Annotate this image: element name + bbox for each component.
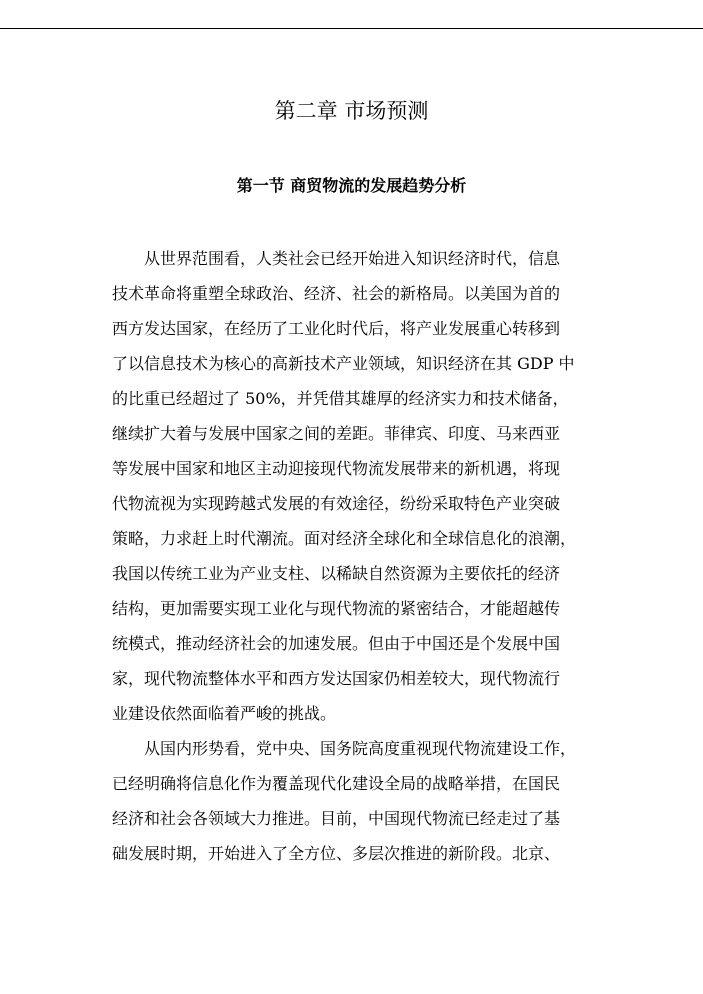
- body-line: 已经明确将信息化作为覆盖现代化建设全局的战略举措，在国民: [112, 774, 561, 793]
- chapter-title: 第二章 市场预测: [274, 99, 429, 123]
- body-line: 的比重已经超过了 50%，并凭借其雄厚的经济实力和技术储备，: [112, 389, 569, 408]
- body-line: 从国内形势看，党中央、国务院高度重视现代物流建设工作，: [144, 739, 577, 758]
- body-line: 继续扩大着与发展中国家之间的差距。菲律宾、印度、马来西亚: [112, 424, 561, 443]
- body-line: 西方发达国家，在经历了工业化时代后，将产业发展重心转移到: [112, 319, 561, 338]
- body-line: 从世界范围看，人类社会已经开始进入知识经济时代，信息: [144, 249, 561, 268]
- body-line: 了以信息技术为核心的高新技术产业领域，知识经济在其 GDP 中: [112, 354, 575, 373]
- section-title: 第一节 商贸物流的发展趋势分析: [236, 176, 467, 195]
- body-line: 等发展中国家和地区主动迎接现代物流发展带来的新机遇，将现: [112, 459, 561, 478]
- body-line: 业建设依然面临着严峻的挑战。: [112, 704, 337, 723]
- body-line: 础发展时期，开始进入了全方位、多层次推进的新阶段。北京、: [112, 844, 561, 863]
- body-line: 代物流视为实现跨越式发展的有效途径，纷纷采取特色产业突破: [112, 494, 561, 513]
- body-line: 家，现代物流整体水平和西方发达国家仍相差较大，现代物流行: [112, 669, 561, 688]
- header-rule: [0, 28, 703, 29]
- body-line: 统模式，推动经济社会的加速发展。但由于中国还是个发展中国: [112, 634, 561, 653]
- body-line: 策略，力求赶上时代潮流。面对经济全球化和全球信息化的浪潮，: [112, 529, 577, 548]
- body-line: 我国以传统工业为产业支柱、以稀缺自然资源为主要依托的经济: [112, 564, 561, 583]
- body-line: 技术革命将重塑全球政治、经济、社会的新格局。以美国为首的: [112, 284, 561, 303]
- body-line: 结构，更加需要实现工业化与现代物流的紧密结合，才能超越传: [112, 599, 561, 618]
- body-line: 经济和社会各领域大力推进。目前，中国现代物流已经走过了基: [112, 809, 561, 828]
